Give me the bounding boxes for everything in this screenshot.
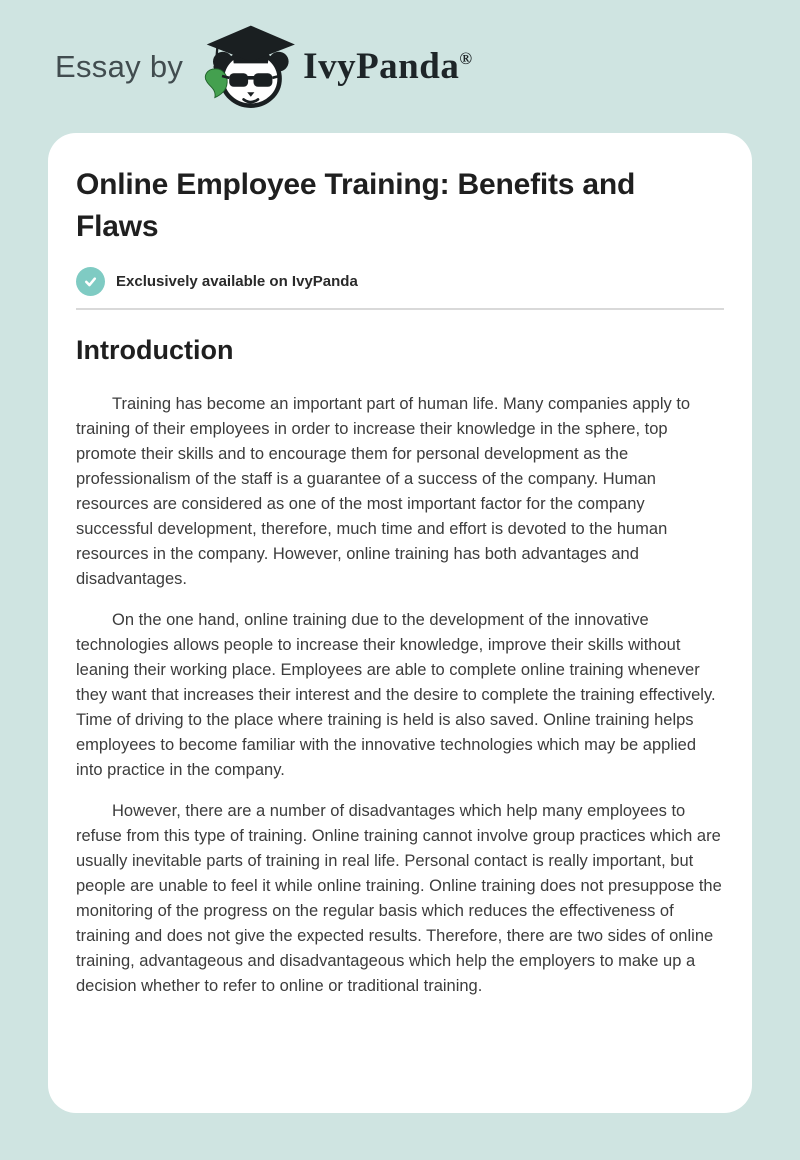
exclusive-badge [76,267,724,296]
paragraph: Training has become an important part of human life. Many companies apply to training of their employees in order to increase their knowledge in the sphere, top promote their skills and to encourage them for personal development as the professionalism of the staff is a guarantee of a success of the company. Human resources are considered as one of the most important factor for the company successful development, therefore, much time and effort is devoted to the human resources in the company. However, online training has both advantages and disadvantages. [76,395,691,588]
ivypanda-logo[interactable] [199,22,472,112]
exclusive-badge-label: Exclusively available on IvyPanda [116,273,358,290]
brand-name: IvyPanda [303,46,460,87]
site-header [0,0,800,133]
check-icon [76,267,105,296]
divider [76,308,724,310]
essay-card [48,133,752,1113]
registered-mark: ® [459,49,473,68]
paragraph: However, there are a number of disadvantages which help many employees to refuse from this type of training. Online training cannot involve group practices which are usually inevitable parts of training in real life. Personal contact is really important, but people are unable to feel it while online training. Online training does not presuppose the monitoring of the progress on the regular basis which reduces the effectiveness of training and does not give the expected results. Therefore, there are two sides of online training, advantageous and disadvantageous which help the employers to make up a decision whether to refer to online or traditional training. [76,802,722,995]
essay-by-label: Essay by [55,48,184,84]
brand-wordmark [303,45,472,88]
panda-graduate-icon [199,22,299,112]
page-title: Online Employee Training: Benefits and Flaws [76,168,636,243]
section-heading-introduction: Introduction [76,335,234,365]
paragraph: On the one hand, online training due to the development of the innovative technologies allows people to increase their knowledge, improve their skills without leaning their working place. Employees are able to complete online training whenever they want that increases their interest and the desire to complete the training effectively. Time of driving to the place where training is held is also saved. Online training helps employees to become familiar with the innovative technologies which may be applied into practice in the company. [76,611,716,779]
